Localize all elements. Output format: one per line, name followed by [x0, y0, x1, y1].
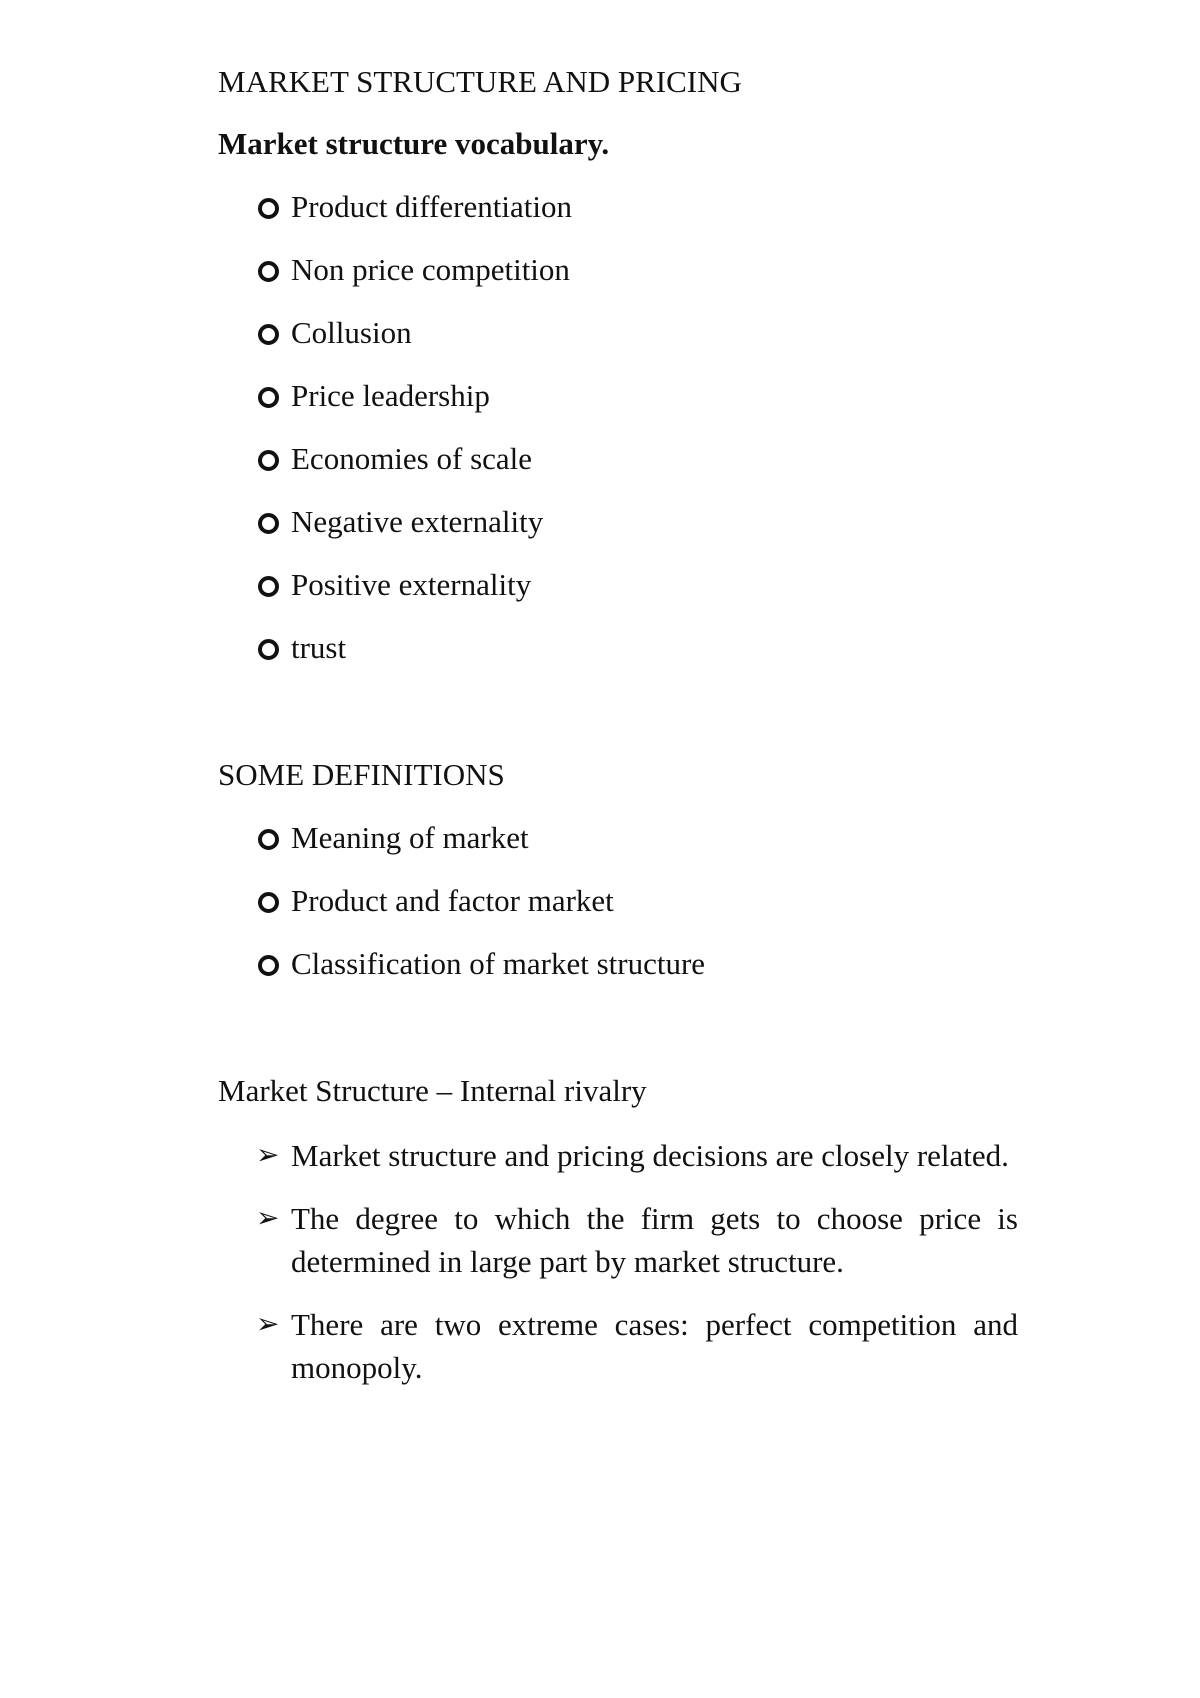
list-item	[218, 1134, 1018, 1177]
section-spacer	[218, 691, 1018, 755]
rivalry-heading: Market Structure – Internal rivalry	[218, 1073, 647, 1108]
arrow-bullet-icon: ➢	[256, 1140, 280, 1171]
list-item-text: Product differentiation	[291, 189, 572, 224]
list-item-text: Collusion	[291, 315, 412, 350]
arrow-bullet-icon: ➢	[256, 1309, 280, 1340]
list-item	[218, 1303, 1018, 1389]
list-item	[218, 313, 1018, 376]
list-item-text: The degree to which the firm gets to choose price is determined in large part by market structure.	[291, 1201, 1018, 1279]
list-item-text: There are two extreme cases: perfect competition and monopoly.	[291, 1307, 1018, 1385]
list-item	[218, 881, 1018, 944]
circle-bullet-icon	[258, 513, 279, 534]
list-item	[218, 250, 1018, 313]
vocabulary-heading-suffix: .	[601, 126, 610, 161]
circle-bullet-icon	[258, 829, 279, 850]
circle-bullet-icon	[258, 955, 279, 976]
list-item	[218, 376, 1018, 439]
circle-bullet-icon	[258, 450, 279, 471]
list-item	[218, 944, 1018, 1007]
list-item	[218, 502, 1018, 565]
list-item	[218, 439, 1018, 502]
arrow-bullet-icon: ➢	[256, 1203, 280, 1234]
document-page	[218, 62, 1018, 1409]
vocabulary-heading-text: Market structure vocabulary	[218, 126, 602, 161]
list-item-text: Economies of scale	[291, 441, 533, 476]
list-item-text: Non price competition	[291, 252, 570, 287]
definitions-list	[218, 818, 1018, 1007]
document-title: MARKET STRUCTURE AND PRICING	[218, 64, 742, 99]
list-item-text: Classification of market structure	[291, 946, 706, 981]
circle-bullet-icon	[258, 639, 279, 660]
list-item-text: Negative externality	[291, 504, 544, 539]
list-item	[218, 628, 1018, 691]
list-item-text: Positive externality	[291, 567, 532, 602]
section-spacer	[218, 1007, 1018, 1071]
vocabulary-list	[218, 187, 1018, 691]
list-item	[218, 565, 1018, 628]
circle-bullet-icon	[258, 892, 279, 913]
list-item	[218, 818, 1018, 881]
list-item-text: Product and factor market	[291, 883, 614, 918]
rivalry-list	[218, 1134, 1018, 1389]
vocabulary-heading	[218, 124, 1018, 187]
circle-bullet-icon	[258, 576, 279, 597]
circle-bullet-icon	[258, 387, 279, 408]
circle-bullet-icon	[258, 261, 279, 282]
definitions-heading: SOME DEFINITIONS	[218, 757, 505, 792]
list-item-text: trust	[291, 630, 347, 665]
circle-bullet-icon	[258, 324, 279, 345]
circle-bullet-icon	[258, 198, 279, 219]
list-item	[218, 1197, 1018, 1283]
list-item	[218, 187, 1018, 250]
list-item-text: Market structure and pricing decisions are closely related.	[291, 1138, 1009, 1173]
list-item-text: Meaning of market	[291, 820, 529, 855]
list-item-text: Price leadership	[291, 378, 490, 413]
